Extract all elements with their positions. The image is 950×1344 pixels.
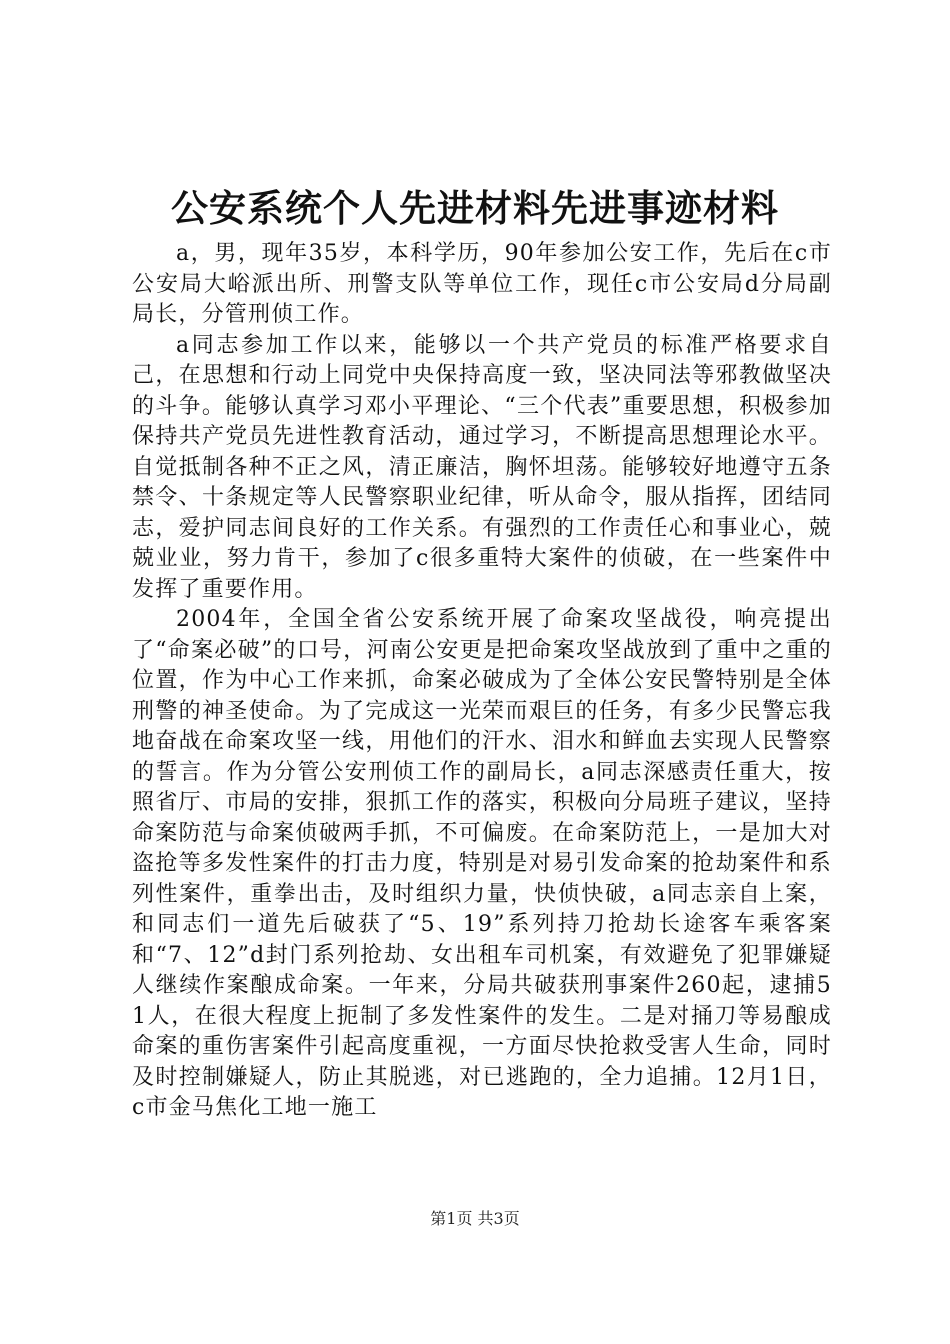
paragraph-3: 2004年，全国全省公安系统开展了命案攻坚战役，响亮提出了“命案必破”的口号，河南公安更是把命案攻坚战放到了重中之重的位置，作为中心工作来抓，命案必破成为了全体公安民警特别是全体刑警的神圣使命。为了完成这一光荣而艰巨的任务，有多少民警忘我地奋战在命案攻坚一线，用他们的汗水、泪水和鲜血去实现人民警察的誓言。作为分管公安刑侦工作的副局长，a同志深感责任重大，按照省厅、市局的安排，狠抓工作的落实，积极向分局班子建议，坚持命案防范与命案侦破两手抓，不可偏废。在命案防范上，一是加大对盗抢等多发性案件的打击力度，特别是对易引发命案的抢劫案件和系列性案件，重拳出击，及时组织力量，快侦快破，a同志亲自上案，和同志们一道先后破获了“5、19”系列持刀抢劫长途客车乘客案和“7、12”d封门系列抢劫、女出租车司机案，有效避免了犯罪嫌疑人继续作案酿成命案。一年来，分局共破获刑事案件260起，逮捕51人，在很大程度上扼制了多发性案件的发生。二是对捅刀等易酿成命案的重伤害案件引起高度重视，一方面尽快抢救受害人生命，同时及时控制嫌疑人，防止其脱逃，对已逃跑的，全力追捕。12月1日，c市金马焦化工地一施工 bbox=[132, 607, 832, 1120]
page-number-footer: 第1页 共3页 bbox=[430, 1209, 520, 1228]
document-title: 公安系统个人先进材料先进事迹材料 bbox=[171, 186, 779, 230]
paragraph-1: a，男，现年35岁，本科学历，90年参加公安工作，先后在c市公安局大峪派出所、刑警支队等单位工作，现任c市公安局d分局副局长，分管刑侦工作。 bbox=[132, 241, 832, 327]
paragraph-2: a同志参加工作以来，能够以一个共产党员的标准严格要求自己，在思想和行动上同党中央保持高度一致，坚决同法等邪教做坚决的斗争。能够认真学习邓小平理论、“三个代表”重要思想，积极参加保持共产党员先进性教育活动，通过学习，不断提高思想理论水平。自觉抵制各种不正之风，清正廉洁，胸怀坦荡。能够较好地遵守五条禁令、十条规定等人民警察职业纪律，听从命令，服从指挥，团结同志，爱护同志间良好的工作关系。有强烈的工作责任心和事业心，兢兢业业，努力肯干，参加了c很多重特大案件的侦破，在一些案件中发挥了重要作用。 bbox=[132, 332, 832, 602]
document-body bbox=[132, 239, 832, 1124]
